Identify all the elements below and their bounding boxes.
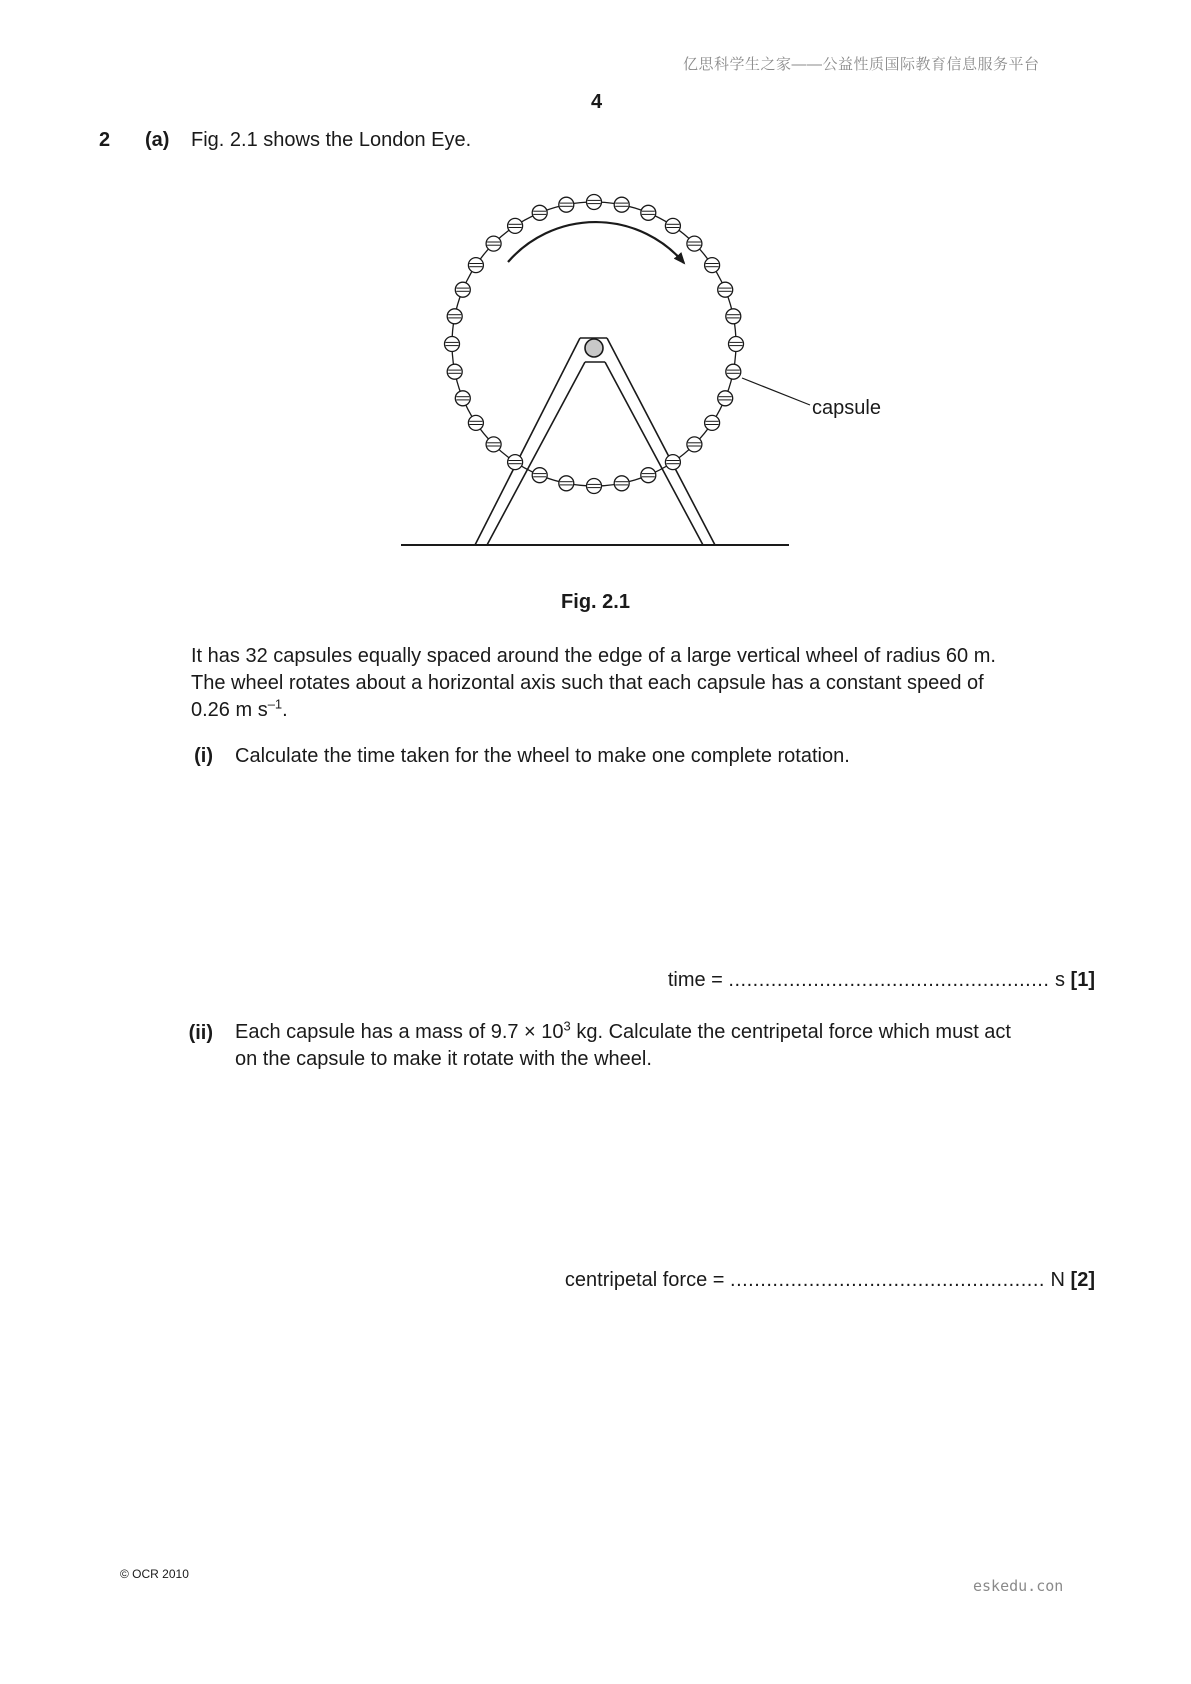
sub-question-ii-label: (ii) [188,1022,213,1044]
capsule [508,218,523,233]
answer-force-field[interactable]: .................................................... [730,1269,1045,1291]
sub-question-ii-line-1: Each capsule has a mass of $9.7 \times 10^3$ kg. Calculate the centripetal force which must act [235,1018,1011,1043]
part-a-label: (a) [145,129,170,151]
capsule [729,337,744,352]
capsule [447,309,462,324]
capsule [641,205,656,220]
figure-caption: Fig. 2.1 [561,591,630,613]
intro-paragraph [191,643,1097,724]
capsule [455,282,470,297]
answer-force-prefix: centripetal force = [564,1269,725,1291]
answer-line-time [668,969,1095,992]
capsule [559,476,574,491]
capsule [587,479,602,494]
answer-time-unit: s [1054,969,1065,991]
paragraph-line-2: The wheel rotates about a horizontal axis such that each capsule has a constant speed of [191,672,984,694]
question-number: 2 [99,129,111,151]
capsule [718,391,733,406]
capsule [559,197,574,212]
capsule [614,197,629,212]
capsule [447,364,462,379]
capsule [687,437,702,452]
answer-time-prefix: time = [667,969,723,991]
answer-force-unit: N [1050,1269,1065,1291]
capsule [687,236,702,251]
support-frame [475,338,715,545]
copyright: © OCR 2010 [120,1567,189,1581]
capsule [532,468,547,483]
capsule-callout-line [742,378,810,405]
capsule [641,468,656,483]
sub-question-ii-line-2: on the capsule to make it rotate with the wheel. [235,1048,652,1070]
watermark-footer: eskedu.con [973,1577,1064,1595]
part-a-intro: Fig. 2.1 shows the London Eye. [191,129,472,151]
watermark-header: 亿思科学生之家——公益性质国际教育信息服务平台 [683,56,1040,73]
london-eye-figure [0,0,1191,600]
capsule [468,258,483,273]
capsule [445,337,460,352]
capsule [726,309,741,324]
page-number: 4 [591,91,603,113]
answer-force-marks: [2] [1070,1269,1095,1291]
capsule [705,258,720,273]
capsule [532,205,547,220]
capsule [665,218,680,233]
capsule [455,391,470,406]
capsule [486,236,501,251]
paragraph-line-3: 0.26 m $s^{-1}$. [191,696,288,721]
answer-line-force [565,1269,1095,1292]
capsule [718,282,733,297]
rotation-arrow [508,222,684,263]
capsule [665,455,680,470]
sub-question-ii-text [235,1019,1097,1073]
capsule [486,437,501,452]
sub-question-i-label: (i) [194,745,213,767]
hub [585,339,603,357]
capsule [468,415,483,430]
answer-time-field[interactable]: ..................................................... [728,969,1050,991]
paragraph-line-1: It has 32 capsules equally spaced around the edge of a large vertical wheel of radius 60 m. [191,645,996,667]
capsule [705,415,720,430]
sub-question-i-text: Calculate the time taken for the wheel to make one complete rotation. [235,745,850,767]
capsule [587,195,602,210]
capsule-label: capsule [812,397,881,419]
capsule [614,476,629,491]
capsule [508,455,523,470]
answer-time-marks: [1] [1070,969,1095,991]
capsule [726,364,741,379]
